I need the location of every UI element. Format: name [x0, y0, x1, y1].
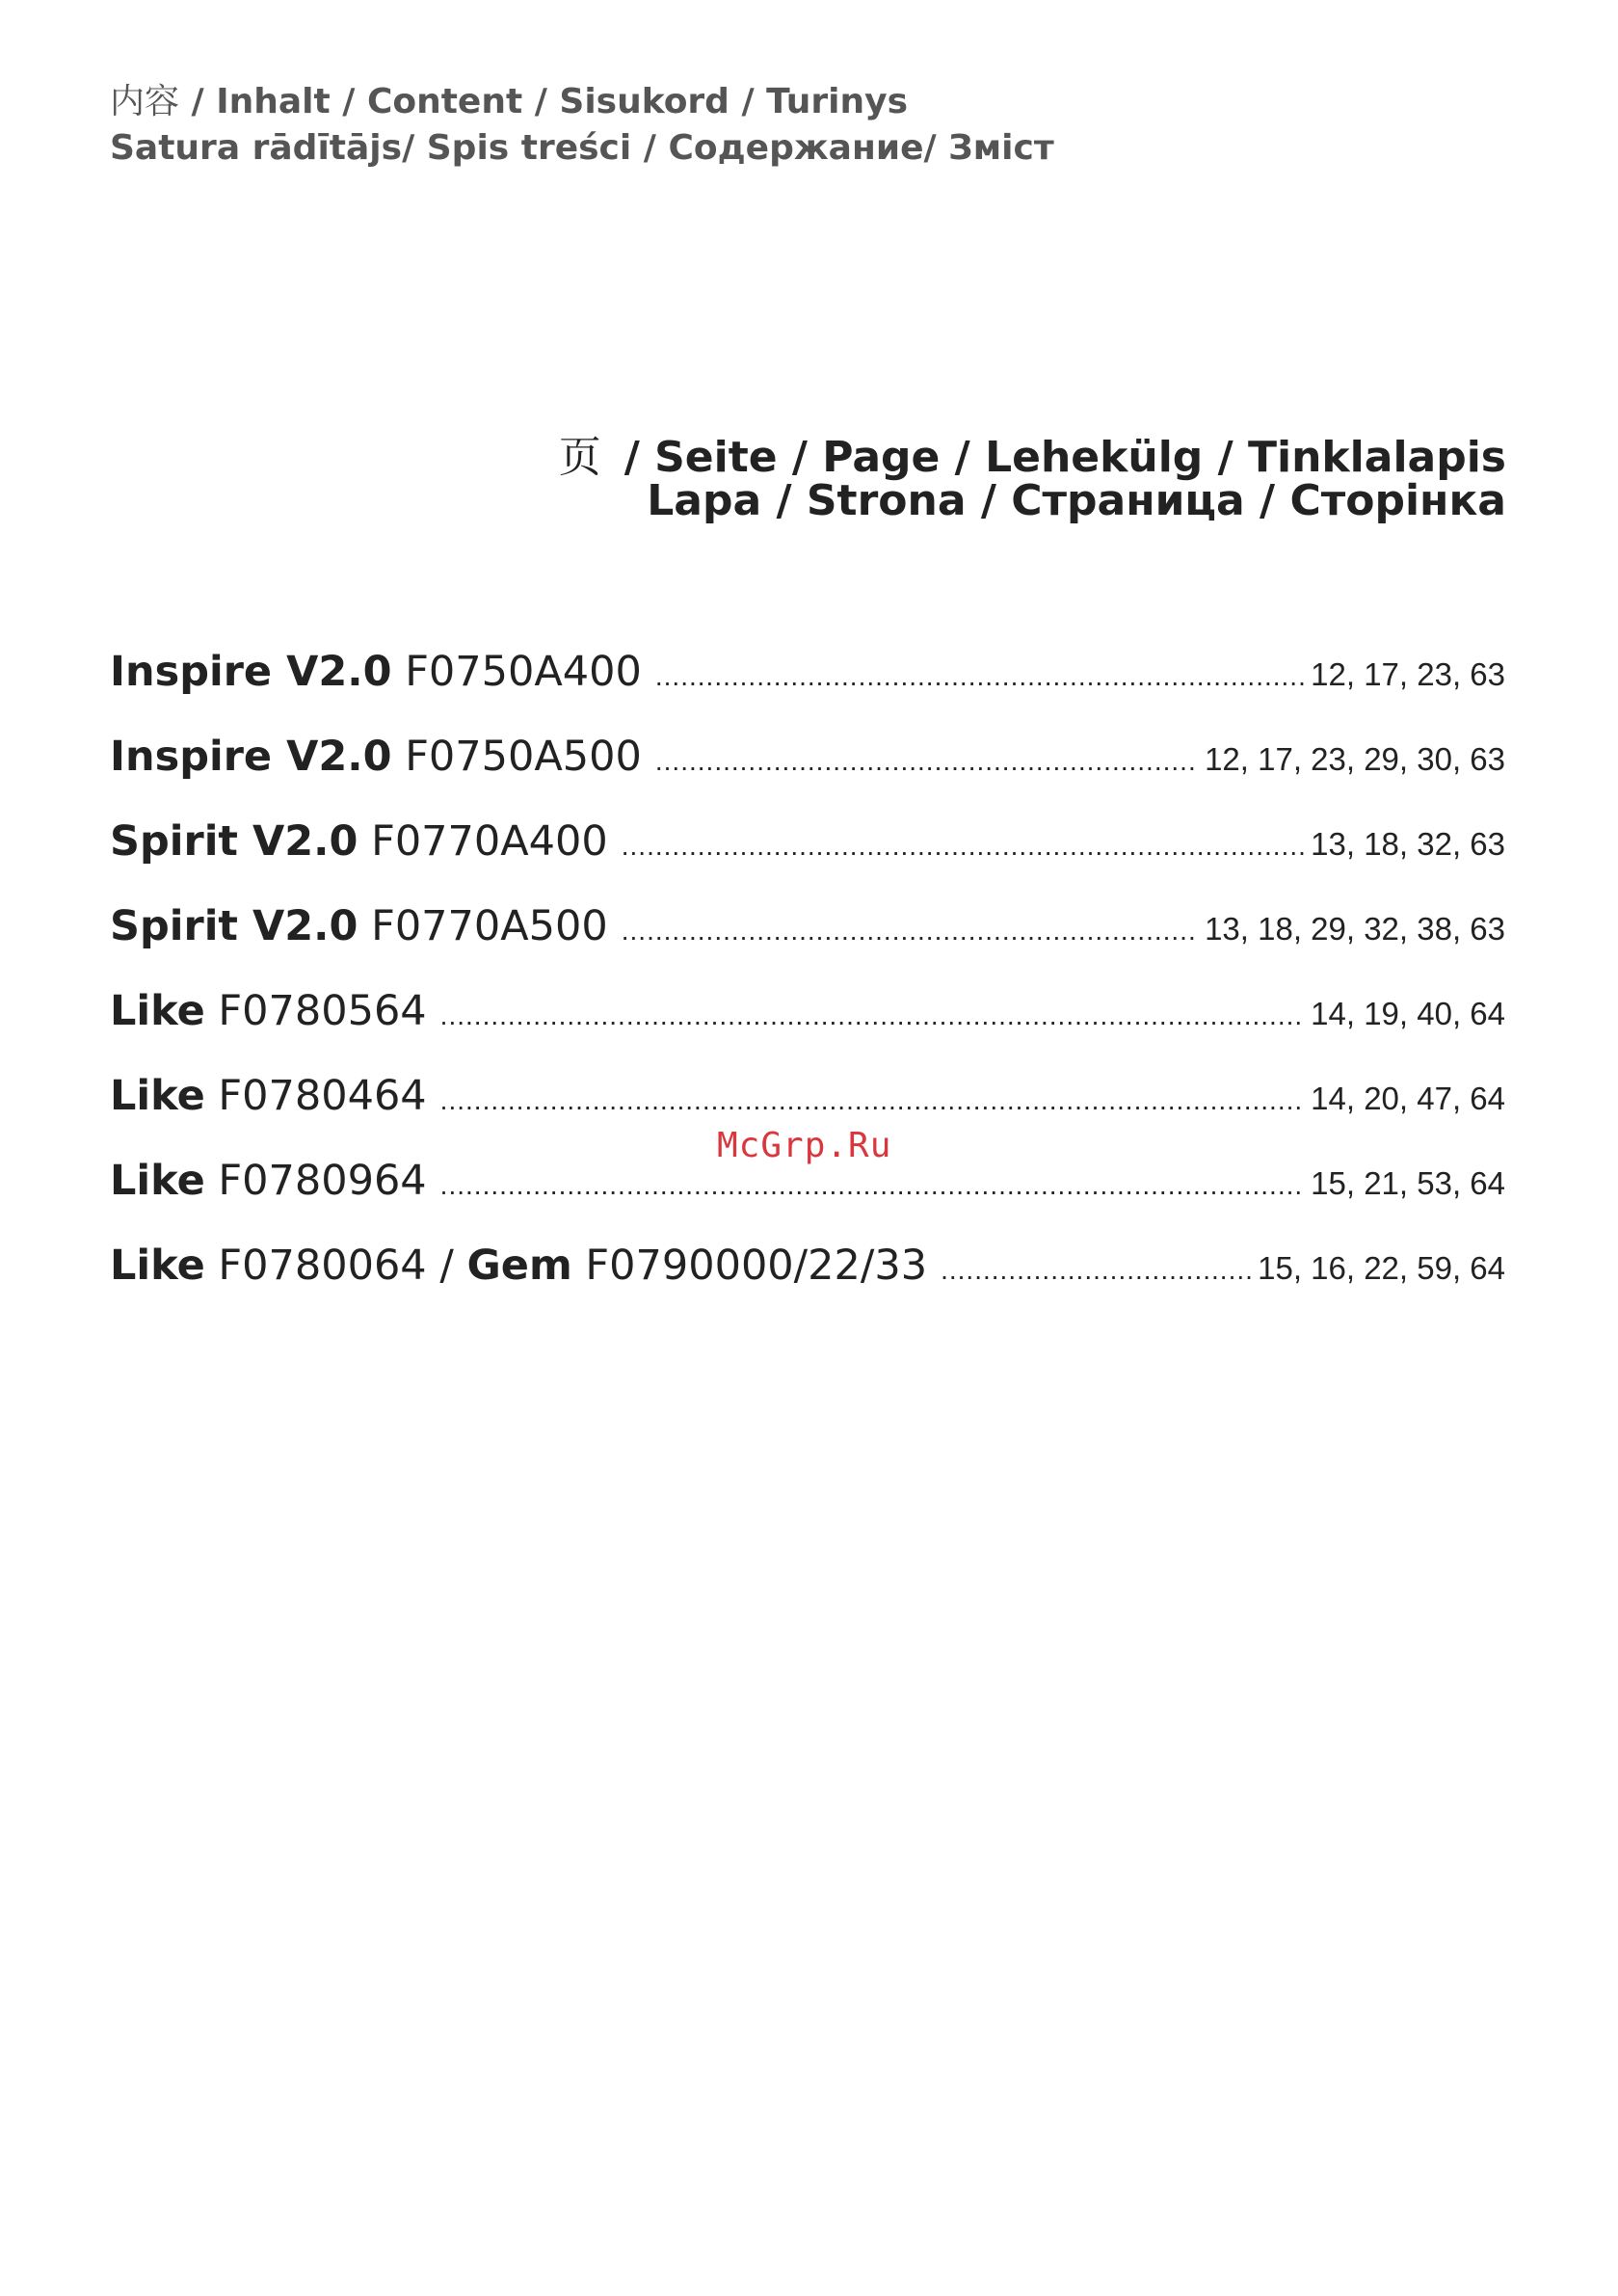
- toc-entry-pages: 13, 18, 29, 32, 38, 63: [1205, 911, 1505, 947]
- dot-leader: [440, 1085, 1305, 1116]
- table-of-contents: [110, 648, 1505, 1326]
- toc-entry-pages: 14, 20, 47, 64: [1311, 1081, 1505, 1116]
- page-heading-line-1: [558, 433, 1506, 482]
- dot-leader: [440, 1001, 1305, 1031]
- watermark-text: McGrp.Ru: [717, 1126, 892, 1165]
- toc-entry[interactable]: [110, 817, 1505, 902]
- dot-leader: [440, 1170, 1305, 1201]
- toc-entry[interactable]: [110, 902, 1505, 987]
- toc-entry-pages: 14, 19, 40, 64: [1311, 996, 1505, 1031]
- page-heading-zh: 页: [558, 433, 601, 482]
- toc-entry[interactable]: [110, 1241, 1505, 1326]
- contents-heading-zh: 内容: [110, 82, 180, 121]
- page-column-heading: [558, 433, 1506, 525]
- dot-leader: [622, 831, 1305, 862]
- contents-heading-line-2: Satura rādītājs/ Spis treści / Содержание/ Зміст: [110, 128, 1054, 168]
- toc-entry-title: Like F0780464: [110, 1072, 427, 1120]
- page-heading-rest: / Seite / Page / Lehekülg / Tinklalapis: [623, 433, 1506, 482]
- dot-leader: [622, 916, 1199, 947]
- toc-entry[interactable]: [110, 648, 1505, 733]
- toc-entry-title: Inspire V2.0 F0750A400: [110, 648, 642, 696]
- toc-entry-title: Like F0780564: [110, 987, 427, 1035]
- toc-entry-pages: 12, 17, 23, 29, 30, 63: [1205, 741, 1505, 777]
- toc-entry-title: Like F0780964: [110, 1157, 427, 1205]
- toc-entry[interactable]: [110, 987, 1505, 1072]
- toc-entry[interactable]: [110, 1157, 1505, 1241]
- toc-entry-pages: 15, 16, 22, 59, 64: [1258, 1250, 1505, 1286]
- toc-entry-title: Inspire V2.0 F0750A500: [110, 733, 642, 781]
- contents-heading-line-1: [110, 79, 1054, 125]
- toc-entry-title: Spirit V2.0 F0770A400: [110, 817, 608, 866]
- toc-entry[interactable]: [110, 733, 1505, 817]
- dot-leader: [941, 1255, 1252, 1286]
- dot-leader: [655, 661, 1305, 692]
- toc-entry-pages: 15, 21, 53, 64: [1311, 1165, 1505, 1201]
- dot-leader: [655, 746, 1199, 777]
- toc-entry-pages: 12, 17, 23, 63: [1311, 656, 1505, 692]
- toc-entry-title: Like F0780064 / Gem F0790000/22/33: [110, 1241, 928, 1290]
- toc-entry-pages: 13, 18, 32, 63: [1311, 826, 1505, 862]
- toc-entry-title: Spirit V2.0 F0770A500: [110, 902, 608, 950]
- contents-heading: [110, 79, 1054, 172]
- page-heading-line-2: Lapa / Strona / Страница / Сторінка: [647, 476, 1506, 525]
- contents-heading-rest: / Inhalt / Content / Sisukord / Turinys: [179, 82, 909, 121]
